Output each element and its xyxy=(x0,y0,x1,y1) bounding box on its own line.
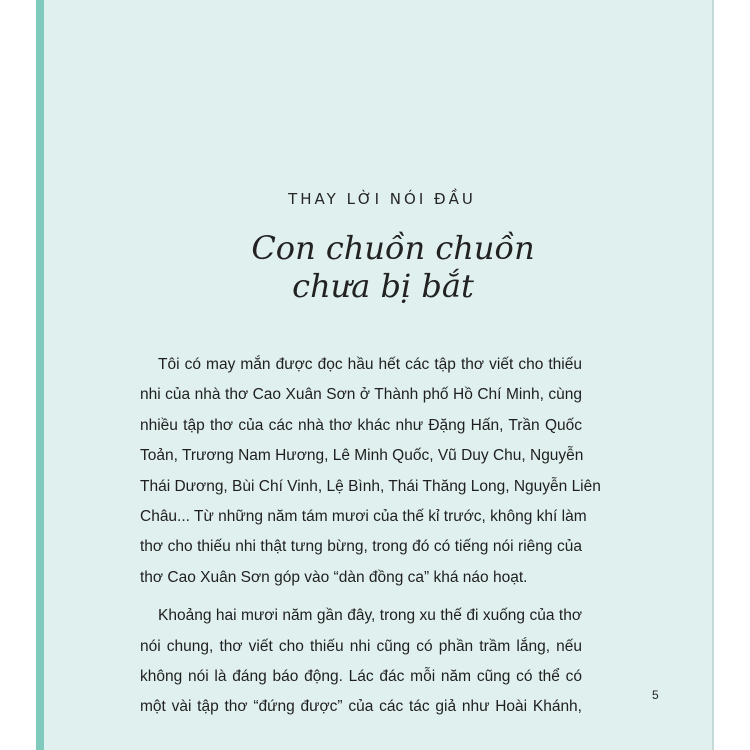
text-line: Tôi có may mắn được đọc hầu hết các tập thơ viết cho thiếu xyxy=(158,356,582,373)
page-number: 5 xyxy=(652,688,659,702)
text-line: thơ Cao Xuân Sơn góp vào “dàn đồng ca” khá náo hoạt. xyxy=(140,568,528,586)
text-line: nhi của nhà thơ Cao Xuân Sơn ở Thành phố Hồ Chí Minh, cùng xyxy=(140,386,582,404)
text-line: Châu... Từ những năm tám mươi của thế kỉ trước, không khí làm xyxy=(140,508,587,526)
text-line: Khoảng hai mươi năm gần đây, trong xu thế đi xuống của thơ xyxy=(158,607,582,625)
chapter-title-line-1: Con chuồn chuồn xyxy=(251,229,535,267)
text-line: không nói là đáng báo động. Lác đác mỗi năm cũng có thể có xyxy=(140,668,582,686)
text-line: nói chung, thơ viết cho thiếu nhi cũng có phần trầm lắng, nếu xyxy=(140,637,582,655)
paragraph-gap xyxy=(140,593,582,601)
paragraph-1 xyxy=(140,350,601,593)
text-line: Toản, Trương Nam Hương, Lê Minh Quốc, Vũ Duy Chu, Nguyễn xyxy=(140,447,584,465)
text-line: nhiều tập thơ của các nhà thơ khác như Đặng Hấn, Trần Quốc xyxy=(140,416,582,434)
text-line: thơ cho thiếu nhi thật tưng bừng, trong đó có tiếng nói riêng của xyxy=(140,538,582,556)
page-spine-edge xyxy=(36,0,44,750)
text-line: Thái Dương, Bùi Chí Vinh, Lệ Bình, Thái Thăng Long, Nguyễn Liên xyxy=(140,477,601,495)
text-line: một vài tập thơ “đứng được” của các tác giả như Hoài Khánh, xyxy=(140,698,582,716)
chapter-title-line-2: chưa bị bắt xyxy=(292,267,474,305)
section-kicker: THAY LỜI NÓI ĐẦU xyxy=(288,190,476,208)
paragraph-2 xyxy=(140,601,582,723)
body-text xyxy=(140,350,601,723)
page-right-edge xyxy=(712,0,714,750)
